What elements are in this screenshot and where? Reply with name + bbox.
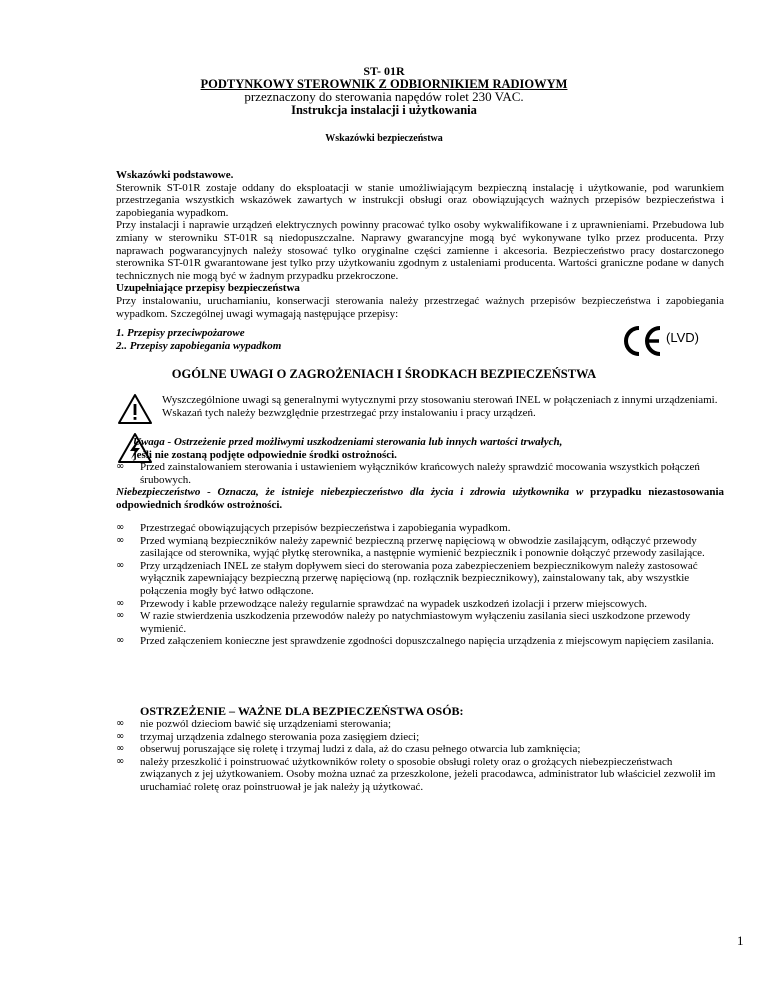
bullet: ∞ [116, 461, 125, 472]
list-item: ∞ należy przeszkolić i poinstruować użytkowników rolety o sposobie obsługi rolety oraz o grożących niebezpieczeństwach związanych z jej użytkowaniem. Osoby można uznać za przeszkolone, jeżeli pracodawca, administrator lub właściciel zezwolił im uruchamiać roletę oraz poinstruował je jak należy ją użytkować. [116, 755, 716, 793]
list-item: ∞ obserwuj poruszające się roletę i trzymaj ludzi z dala, aż do czasu pełnego otwarcia lub zamknięcia; [116, 743, 581, 756]
list-item: ∞ Przed zainstalowaniem sterowania i ustawieniem wyłączników krańcowych należy sprawdzić mocowania wszystkich połączeń śrubowych. [116, 461, 700, 486]
rule-accident: 2.. Przepisy zapobiegania wypadkom [116, 339, 282, 352]
general-intro [162, 394, 732, 419]
caution-list [116, 461, 724, 486]
list-item: ∞ nie pozwól dzieciom bawić się urządzeniami sterowania; [116, 718, 392, 730]
basic-paragraph-3: Przy instalowaniu, uruchamianiu, konserwacji sterowania należy przestrzegać ważnych przepisów bezpieczeństwa i zapobiegania wypadkom. Szczególnej uwagi wymagają następujące przepisy: [116, 294, 724, 320]
basic-heading: Wskazówki podstawowe. [116, 169, 234, 181]
ce-logo-icon [622, 325, 664, 357]
list-item: ∞ trzymaj urządzenia zdalnego sterowania poza zasięgiem dzieci; [116, 730, 420, 743]
warning-triangle-icon [117, 393, 153, 425]
document-subtitle: przeznaczony do sterowania napędów rolet 230 VAC. [244, 89, 524, 104]
document-type: Instrukcja instalacji i użytkowania [291, 103, 477, 117]
caution-block [133, 436, 723, 461]
supplementary-heading: Uzupełniające przepisy bezpieczeństwa [116, 282, 300, 295]
list-item: ∞ Przestrzegać obowiązujących przepisów bezpieczeństwa i zapobiegania wypadkom. [116, 522, 511, 534]
general-heading: OGÓLNE UWAGI O ZAGROŻENIACH I ŚRODKACH BEZPIECZEŃSTWA [171, 367, 597, 381]
ce-mark [622, 325, 742, 359]
list-item: ∞ Przed załączeniem konieczne jest sprawdzenie zgodności dopuszczalnego napięcia urządzenia z miejscowym napięciem zasilania. [116, 635, 714, 648]
general-intro-2: Wskazań tych należy bezwzględnie przestrzegać przy instalowaniu i pracy urządzeń. [162, 406, 536, 419]
rule-fire: 1. Przepisy przeciwpożarowe [116, 327, 245, 339]
page-number: 1 [737, 933, 744, 948]
basic-paragraph-2: Przy instalacji i naprawie urządzeń elektrycznych powinny pracować tylko osoby wykwalifikowane i z uprawnieniami. Przebudowa lub zmiany w sterowniku ST-01R są niedopuszczalne. Naprawy gwarancyjne mogą być wykonywane tylko przez producenta. Przy naprawach pogwarancyjnych należy stosować tylko oryginalne części zamienne i akcesoria. Bezpieczeństwo pracy dostarczonego sterownika ST-01R gwarantowane jest tylko przy użytkowaniu zgodnym z ustaleniami producenta. Wartości graniczne podane w danych technicznych nie mogą być w żadnym przypadku przekroczone. [116, 219, 724, 282]
rules-list [116, 327, 596, 352]
persons-heading: OSTRZEŻENIE – WAŻNE DLA BEZPIECZEŃSTWA OSÓB: [140, 704, 464, 718]
basic-paragraph-1: Sterownik ST-01R zostaje oddany do eksploatacji w stanie umożliwiającym bezpieczną instalację i użytkowanie, pod warunkiem przestrzegania wszystkich wskazówek zawartych w instrukcji obsługi oraz obowiązujących ważnych przepisów bezpieczeństwa i zapobiegania wypadkom. [116, 181, 724, 219]
list-item: ∞ W razie stwierdzenia uszkodzenia przewodów należy po natychmiastowym wyłączeniu zasilania sieci uszkodzone przewody wymienić. [116, 610, 691, 635]
general-intro-1: Wyszczególnione uwagi są generalnymi wytycznymi przy stosowaniu sterowań INEL w połączeniach z innymi urządzeniami. [162, 394, 718, 406]
document-title: PODTYNKOWY STEROWNIK Z ODBIORNIKIEM RADIOWYM [200, 77, 568, 91]
list-item: ∞ Przy urządzeniach INEL ze stałym dopływem sieci do sterowania poza zabezpieczeniem bezpiecznikowym należy zastosować wyłącznik zapewniający bezpieczną przerwę napięciową (np. rozłącznik bezpiecznikowy), zainstalowany tak, aby wszystkie połączenia mogły być łatwo odłączone. [116, 559, 698, 597]
danger-statement [116, 486, 724, 511]
caution-line-2: jeśli nie zostaną podjęte odpowiednie środki ostrożności. [133, 448, 397, 461]
persons-list [116, 718, 724, 794]
lvd-label: (LVD) [666, 330, 699, 345]
model-code: ST- 01R [363, 64, 405, 78]
danger-label-end: przypadku niezastosowania odpowiednich środków ostrożności. [116, 486, 725, 511]
danger-list [116, 522, 724, 648]
list-item: ∞ Przed wymianą bezpieczników należy zapewnić bezpieczną przerwę napięciową w obwodzie zasilającym, odłączyć przewody zasilające od sterownika, wyjąć płytkę sterownika, a następnie wymienić bezpiecznik i ponownie dołączyć przewody zasilające. [116, 534, 705, 560]
danger-label: Niebezpieczeństwo - Oznacza, że istnieje niebezpieczeństwo dla życia i zdrowia użytkownika w [116, 486, 584, 498]
safety-heading: Wskazówki bezpieczeństwa [325, 133, 443, 144]
caution-line-1: Uwaga - Ostrzeżenie przed możliwymi uszkodzeniami sterowania lub innych wartości trwałych, [133, 436, 563, 448]
list-item: ∞ Przewody i kable przewodzące należy regularnie sprawdzać na wypadek uszkodzeń izolacji i przerw miejscowych. [116, 597, 647, 610]
basic-section [116, 169, 724, 320]
